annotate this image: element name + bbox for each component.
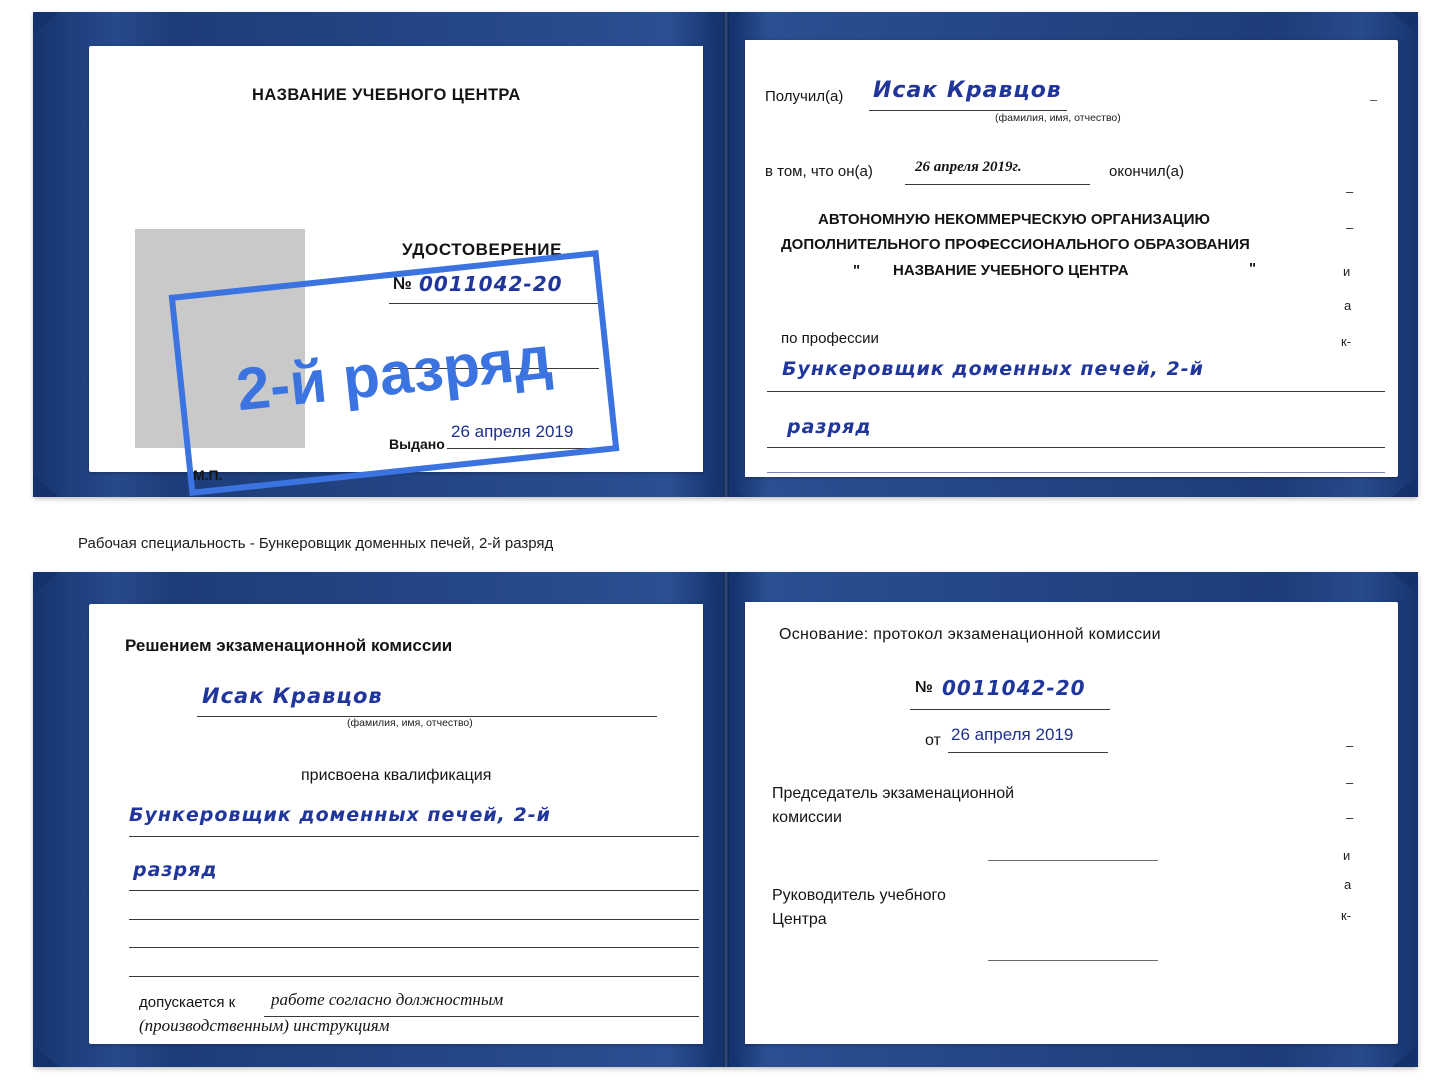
- received-name: Исак Кравцов: [873, 78, 1062, 103]
- profession-line-1: Бункеровщик доменных печей, 2-й: [782, 358, 1204, 380]
- document-type-title: УДОСТОВЕРЕНИЕ: [402, 240, 563, 259]
- head-line-2: Центра: [772, 911, 827, 928]
- admitted-label: допускается к: [139, 994, 236, 1011]
- edge-dash-2: –: [1346, 220, 1354, 235]
- edge-dash-2: –: [1346, 775, 1354, 790]
- edge-letter-2: а: [1344, 298, 1352, 313]
- head-line-1: Руководитель учебного: [772, 887, 946, 904]
- received-label: Получил(а): [765, 88, 844, 105]
- qualification-line-2: разряд: [133, 859, 218, 881]
- protocol-number-symbol: №: [915, 679, 933, 696]
- issued-label: Выдано: [389, 436, 445, 452]
- protocol-date: 26 апреля 2019: [951, 725, 1074, 744]
- holder-name: Исак Кравцов: [202, 684, 383, 708]
- admitted-line-1: работе согласно должностным: [271, 990, 504, 1009]
- finished-date-underline: [905, 184, 1090, 185]
- edge-dash-3: –: [1346, 810, 1354, 825]
- finished-date: 26 апреля 2019г.: [915, 159, 1022, 175]
- protocol-date-underline: [948, 752, 1108, 753]
- blank-line: [129, 919, 699, 920]
- org-quote-open: ": [853, 262, 861, 279]
- received-name-underline: [869, 110, 1067, 111]
- issued-date: 26 апреля 2019: [451, 422, 574, 441]
- commission-decision-title: Решением экзаменационной комиссии: [125, 636, 453, 655]
- finished-label: окончил(а): [1109, 163, 1184, 180]
- edge-dash-1: –: [1346, 738, 1354, 753]
- head-signature-line: [988, 960, 1158, 961]
- edge-letter-3: к-: [1341, 334, 1352, 349]
- booklet-spine: [723, 572, 729, 1067]
- profession-line-2: разряд: [787, 416, 872, 438]
- decision-left-page: [89, 604, 703, 1044]
- grade-stamp-watermark: 2-й разряд: [169, 250, 620, 496]
- qualification-line-1: Бункеровщик доменных печей, 2-й: [129, 804, 551, 826]
- date-prefix: от: [925, 732, 941, 749]
- edge-letter-3: к-: [1341, 908, 1352, 923]
- booklet-spine: [723, 12, 729, 497]
- org-quote-close: ": [1249, 260, 1257, 277]
- decision-right-page: [745, 602, 1398, 1044]
- blank-line: [129, 976, 699, 977]
- basis-label: Основание: протокол экзаменационной комиссии: [779, 626, 1161, 643]
- edge-dash-1: –: [1346, 184, 1354, 199]
- fio-hint: (фамилия, имя, отчество): [995, 112, 1121, 124]
- certificate-right-page: [745, 40, 1398, 477]
- chairman-line-1: Председатель экзаменационной: [772, 785, 1015, 802]
- profession-underline-3: [767, 472, 1385, 473]
- profession-label: по профессии: [781, 330, 879, 347]
- fio-hint: (фамилия, имя, отчество): [347, 717, 473, 729]
- profession-underline-2: [767, 447, 1385, 448]
- edge-letter-2: а: [1344, 877, 1352, 892]
- admitted-line-2: (производственным) инструкциям: [139, 1016, 390, 1035]
- certificate-number: 0011042-20: [419, 272, 563, 296]
- chairman-line-2: комиссии: [772, 809, 842, 826]
- in-that-label: в том, что он(а): [765, 163, 873, 180]
- qualification-underline-2: [129, 890, 699, 891]
- org-line-1: АВТОНОМНУЮ НЕКОММЕРЧЕСКУЮ ОРГАНИЗАЦИЮ: [818, 211, 1210, 228]
- training-center-title: НАЗВАНИЕ УЧЕБНОГО ЦЕНТРА: [252, 86, 521, 104]
- org-line-2: ДОПОЛНИТЕЛЬНОГО ПРОФЕССИОНАЛЬНОГО ОБРАЗОВАНИЯ: [781, 236, 1250, 253]
- blank-line: [129, 947, 699, 948]
- chairman-signature-line: [988, 860, 1158, 861]
- edge-letter-1: и: [1343, 848, 1351, 863]
- page-caption: Рабочая специальность - Бункеровщик доменных печей, 2-й разряд: [78, 535, 554, 552]
- certificate-booklet-bottom: [33, 572, 1418, 1067]
- edge-letter-1: и: [1343, 264, 1351, 279]
- org-name: НАЗВАНИЕ УЧЕБНОГО ЦЕНТРА: [893, 262, 1129, 279]
- seal-label: М.П.: [193, 467, 223, 483]
- edge-dash: –: [1370, 92, 1378, 107]
- assigned-qualification-label: присвоена квалификация: [301, 767, 492, 784]
- qualification-underline-1: [129, 836, 699, 837]
- profession-underline-1: [767, 391, 1385, 392]
- protocol-number-underline: [910, 709, 1110, 710]
- number-symbol: №: [393, 274, 412, 293]
- protocol-number: 0011042-20: [942, 676, 1086, 700]
